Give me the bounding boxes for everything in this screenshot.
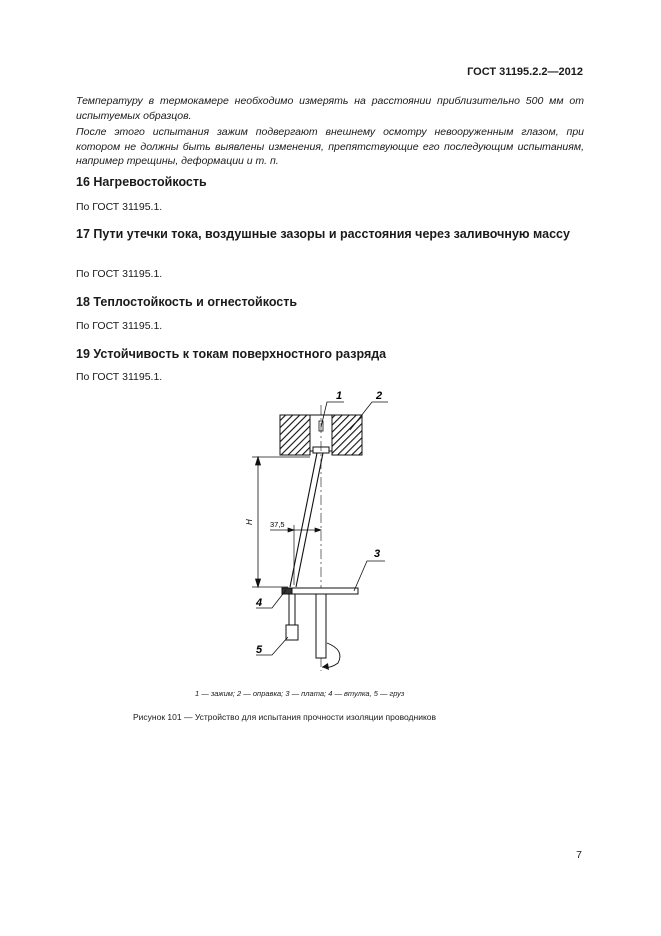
label-3: 3 [374,548,381,560]
section-19-title: 19 Устойчивость к токам поверхностного разряда [76,347,387,361]
figure-legend: 1 — зажим; 2 — оправка; 3 — плата; 4 — втулка, 5 — груз [195,689,405,698]
intro-paragraph-1: Температуру в термокамере необходимо измерять на расстоянии приблизительно 500 мм от испытуемых образцов. [76,95,584,122]
label-4: 4 [256,597,263,609]
offset-dimension [270,525,321,585]
document-header: ГОСТ 31195.2.2—2012 [467,66,583,78]
section-17-title: 17 Пути утечки тока, воздушные зазоры и расстояния через заливочную массу [76,227,570,241]
label-5: 5 [256,644,263,656]
plate [282,588,358,594]
rod [316,594,326,658]
page-number: 7 [576,849,582,861]
h-dimension-label: H [245,519,254,525]
intro-text [76,94,584,169]
test-device-figure [230,385,390,675]
section-18-text: По ГОСТ 31195.1. [76,320,163,332]
section-18-title: 18 Теплостойкость и огнестойкость [76,295,298,309]
rotation-arrowhead [322,663,329,670]
section-16-title: 16 Нагревостойкость [76,175,207,189]
section-19-text: По ГОСТ 31195.1. [76,371,163,383]
conductor [290,453,323,587]
section-17-text: По ГОСТ 31195.1. [76,268,163,280]
offset-dimension-label: 37,5 [270,520,285,529]
figure-caption: Рисунок 101 — Устройство для испытания прочности изоляции проводников [133,712,437,722]
label-1: 1 [336,390,343,402]
label-2: 2 [376,390,383,402]
section-16-text: По ГОСТ 31195.1. [76,201,163,213]
weight-assembly [286,594,298,640]
intro-paragraph-2: После этого испытания зажим подвергают внешнему осмотру невооруженным глазом, при котором не должны быть выявлены изменения, препятствующие его последующим испытаниям, например трещины, деформации и т. п. [76,126,584,167]
